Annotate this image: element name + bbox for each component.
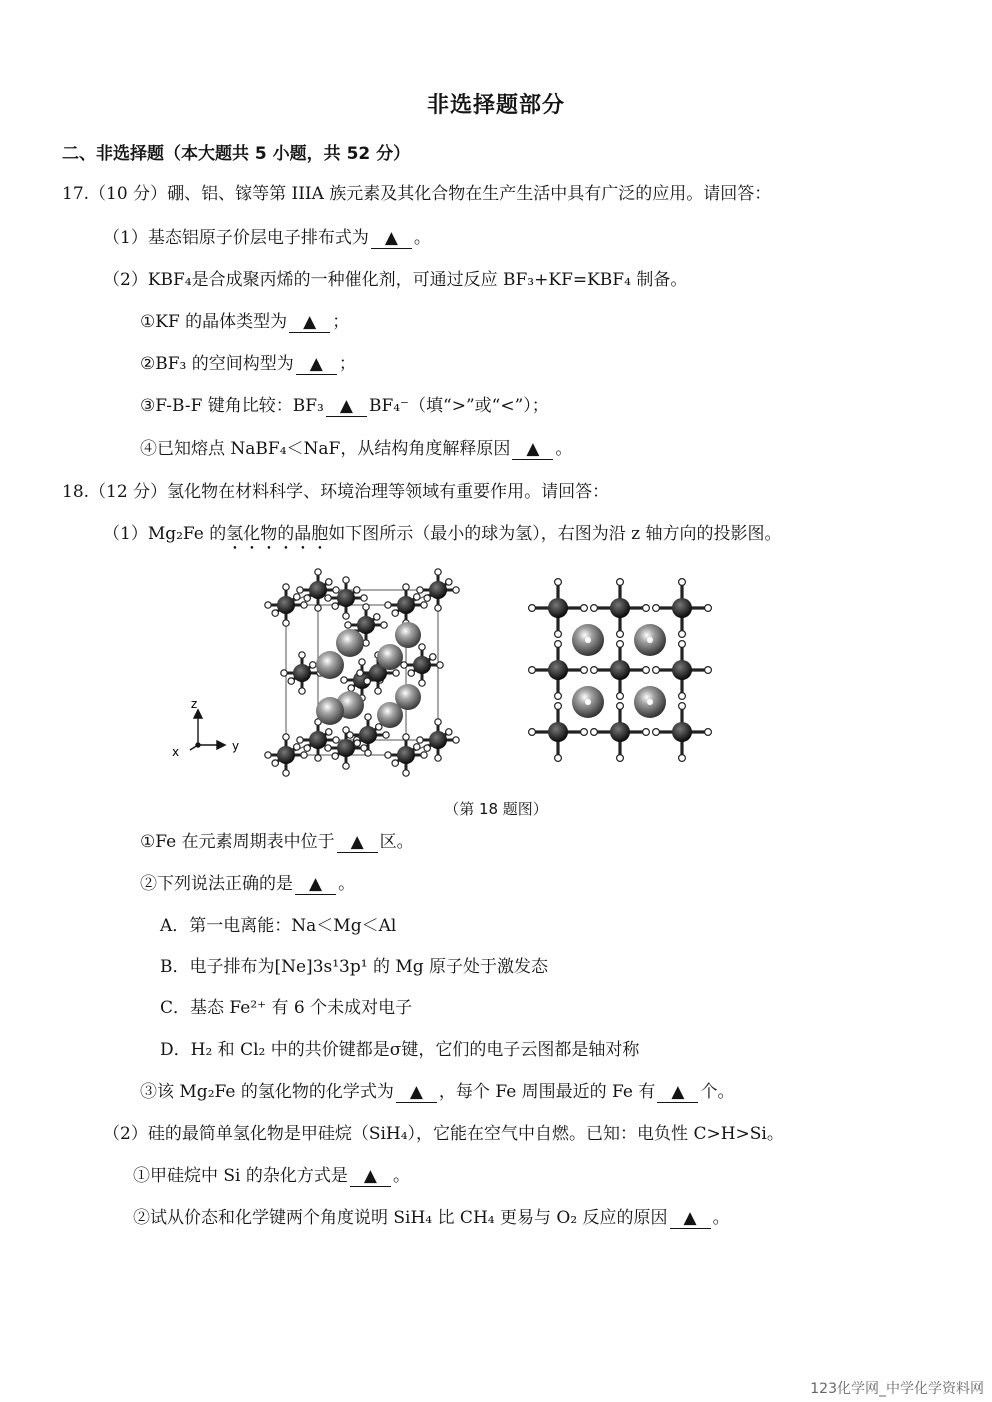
q18-sub1 [140,830,414,854]
q18-part1-emphasis: 氢化物的晶胞 [226,524,329,544]
q18-sub1-text: ①Fe 在元素周期表中位于 [140,832,335,852]
q18-sub1-end: 区。 [379,832,414,852]
answer-blank[interactable]: ▲ [289,312,330,333]
axis-y-label: y [232,739,240,753]
q18-sub3-mid: ，每个 Fe 周围最近的 Fe 有 [438,1082,656,1102]
q17-sub3-text: ③F-B-F 键角比较：BF₃ [140,396,324,416]
answer-blank[interactable]: ▲ [396,1082,437,1103]
q18-sub3-text: ③该 Mg₂Fe 的氢化物的化学式为 [140,1082,394,1102]
q17-sub3-mid: BF₄⁻ [368,396,410,416]
axis-x-label: x [172,745,180,759]
q17-sub1-end: ； [332,312,350,332]
q17-sub4 [140,437,572,461]
q18-sub2-end: 。 [338,874,356,894]
axis-z-label: z [190,697,198,711]
q17-sub2-end: ； [338,354,356,374]
figure-caption: （第 18 题图） [444,800,548,818]
answer-blank[interactable]: ▲ [296,354,337,375]
answer-blank[interactable]: ▲ [295,874,336,895]
q18-part1-b: 如下图所示（最小的球为氢），右图为沿 z 轴方向的投影图。 [328,524,782,544]
q17-part2: （2）KBF₄是合成聚丙烯的一种催化剂，可通过反应 BF₃+KF=KBF₄ 制备。 [103,270,688,290]
answer-blank[interactable]: ▲ [350,1166,391,1187]
q18-sub3-end: 个。 [700,1082,735,1102]
q17-sub1 [140,310,349,334]
q17-sub3-end: （填“>”或“<”）； [409,396,549,416]
q17-stem: 17.（10 分）硼、铝、镓等第 IIIA 族元素及其化合物在生产生活中具有广泛的应用。请回答： [62,184,772,204]
q17-sub3 [140,394,549,418]
q18-option-a: A．第一电离能：Na＜Mg＜Al [160,916,397,936]
q18-part2-sub1 [133,1164,410,1188]
q18-part2-sub1-text: ①甲硅烷中 Si 的杂化方式是 [133,1166,348,1186]
page-title: 非选择题部分 [426,93,565,118]
q17-part1 [103,226,431,250]
q17-sub2-text: ②BF₃ 的空间构型为 [140,354,294,374]
q17-sub4-text: ④已知熔点 NaBF₄＜NaF，从结构角度解释原因 [140,439,511,459]
q18-stem: 18.（12 分）氢化物在材料科学、环境治理等领域有重要作用。请回答： [62,482,610,502]
q17-sub4-end: 。 [555,439,573,459]
q18-part2-sub2 [133,1206,730,1230]
q17-part1-text: （1）基态铝原子价层电子排布式为 [103,228,369,248]
q17-part1-end: 。 [413,228,431,248]
answer-blank[interactable]: ▲ [512,439,553,460]
q18-part1 [103,522,782,554]
section-heading: 二、非选择题（本大题共 5 小题，共 52 分） [62,144,411,164]
answer-blank[interactable]: ▲ [371,228,412,249]
q18-option-b: B．电子排布为[Ne]3s¹3p¹ 的 Mg 原子处于激发态 [160,957,549,977]
crystal-cell-figure [168,565,488,787]
answer-blank[interactable]: ▲ [657,1082,698,1103]
q18-part2-sub1-end: 。 [392,1166,410,1186]
q18-part2-sub2-text: ②试从价态和化学键两个角度说明 SiH₄ 比 CH₄ 更易与 O₂ 反应的原因 [133,1208,668,1228]
q18-option-c: C．基态 Fe²⁺ 有 6 个未成对电子 [160,998,413,1018]
q17-sub2 [140,352,356,376]
answer-blank[interactable]: ▲ [326,396,367,417]
q18-part2-sub2-end: 。 [712,1208,730,1228]
q17-sub1-text: ①KF 的晶体类型为 [140,312,288,332]
q18-sub2 [140,872,355,896]
projection-figure [520,570,720,770]
q18-sub3 [140,1080,734,1104]
q18-part1-a: （1）Mg₂Fe 的 [103,524,227,544]
q18-option-d: D．H₂ 和 Cl₂ 中的共价键都是σ键，它们的电子云图都是轴对称 [160,1040,640,1060]
q18-sub2-text: ②下列说法正确的是 [140,874,293,894]
q18-part2: （2）硅的最简单氢化物是甲硅烷（SiH₄），它能在空气中自燃。已知：电负性 C>H>Si。 [103,1124,784,1144]
watermark: 123化学网_中学化学资料网 [810,1381,984,1397]
answer-blank[interactable]: ▲ [670,1208,711,1229]
answer-blank[interactable]: ▲ [337,832,378,853]
